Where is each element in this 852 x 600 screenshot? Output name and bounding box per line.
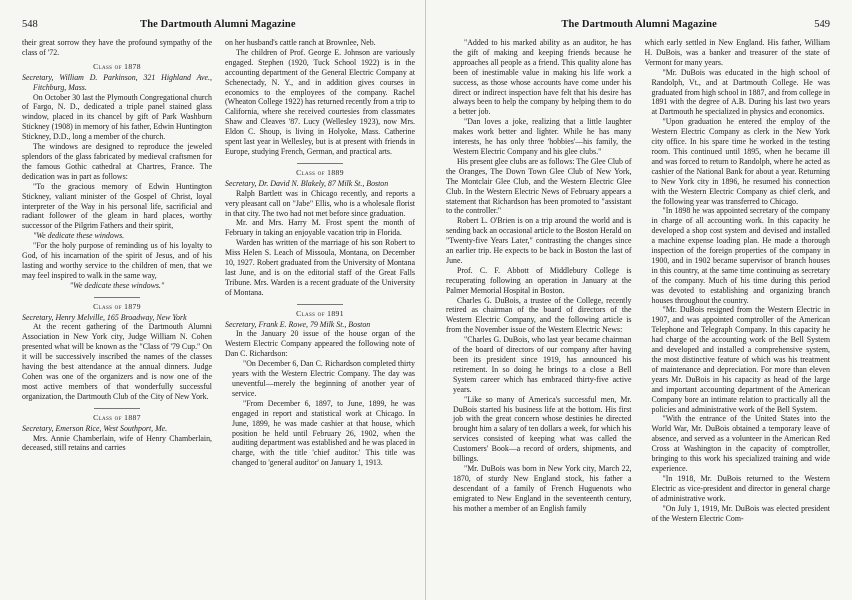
paragraph: Mr. and Mrs. Harry M. Frost spent the month of February in taking an enjoyable vacation trip in Florida.	[225, 218, 415, 238]
paragraph: "From December 6, 1897, to June, 1899, he was engaged in report and statistical work at Chicago. In June, 1899, he was made cashier at that house, which position he held until February 26, 1902, when the auditing department was established and he was placed in charge, with the title 'chief auditor.' This title was changed to 'general auditor' on January 1, 1913.	[232, 398, 415, 468]
paragraph: "Upon graduation he entered the employ of the Western Electric Company as clerk in the New York city office. In his spare time he worked in the testing room. This continued until 1895, when he became ill and was forced to return to Randolph, where he acted as cashier of the National Bank for about a year. Returning to New York city in 1896, he resumed his connection with the Western Electric Company as chief clerk, and the following year was transferred to Chicago.	[651, 117, 830, 206]
paragraph: "To the gracious memory of Edwin Huntington Stickney, valiant minister of the Gospel of Christ, loyal interpreter of the Way in his personal life, sacrificial and radiant follower of the gleam in hard places, worthy successor of the Pilgrim Fathers and their spirit,	[22, 181, 212, 231]
paragraph: Charles G. DuBois, a trustee of the College, recently retired as chairman of the board of directors of the Western Electric Company, and the following article is from the November issue of the Western Electric News:	[446, 295, 632, 335]
class-secretary-line: Secretary, Emerson Rice, West Southport, Me.	[22, 423, 168, 433]
class-heading: Class of 1889	[296, 167, 344, 177]
right-magazine-title: The Dartmouth Alumni Magazine	[561, 19, 717, 30]
paragraph: "Charles G. DuBois, who last year became chairman of the board of directors of our company after having been its president since 1919, has announced his retirement. In so doing he brings to a close a Bell System career which has embraced thirty-five active years.	[453, 335, 632, 394]
paragraph: "Dan loves a joke, realizing that a little laughter makes work better and lighter. While he has many interests, he has only three 'hobbies'—his family, the Western Electric Company and his glee clubs."	[453, 117, 632, 156]
paragraph: "Like so many of America's successful men, Mr. DuBois started his business life at the bottom. His first job with the great concern whose destinies he directed brought him a salary of ten dollars a week, for which his services consisted of keeping what was called the Customers' Book—a record of orders, shipments, and billings.	[453, 394, 632, 464]
paragraph: "Mr. DuBois resigned from the Western Electric in 1907, and was appointed comptroller of the American Telephone and Telegraph Company. In this capacity he had charge of the accounting work of the Bell System and developed and installed a comprehensive system, the most distinctive feature of which was his treatment of maintenance and depreciation. For more than eleven years Mr. DuBois in his capacity as head of the large and important accounting department of the American Company bore an intimate relation to practically all the policies and administrative work of the Bell System.	[651, 305, 830, 414]
paragraph: "Added to his marked ability as an auditor, he has the gift of making and keeping friends because he approaches all people as a friend. This quality alone has been of inestimable value in making his life work a success, as those whose accounts have come under his direct or indirect inspection have felt that his desire has always been to help the company by helping them to do a better job.	[453, 38, 632, 117]
left-column-1	[22, 38, 212, 598]
left-magazine-title: The Dartmouth Alumni Magazine	[140, 19, 296, 30]
paragraph: "Mr. DuBois was educated in the high school of Randolph, Vt., and at Dartmouth College. He was graduated from high school in 1887, and from college in 1891 with the degree of A.B. During his last two years at Dartmouth he specialized in physics and economics.	[651, 67, 830, 117]
paragraph: Warden has written of the marriage of his son Robert to Miss Helen S. Leach of Missoula, Montana, on December 10, 1927. Robert graduated from the University of Montana last June, and is on the editorial staff of the Great Falls Tribune. Mrs. Warden is a recent graduate of the University of Montana.	[225, 238, 415, 297]
left-column-2	[225, 38, 415, 598]
paragraph: "We dedicate these windows.	[33, 231, 125, 241]
paragraph: "On December 6, Dan C. Richardson completed thirty years with the Western Electric Company. The day was uneventful—merely the beginning of another year of service.	[232, 359, 415, 398]
paragraph: "For the holy purpose of reminding us of his loyalty to God, of his incarnation of the spirit of Jesus, and of his lasting and worthy service to the children of men, that we may feel inspired to walk in the same way,	[22, 241, 212, 280]
section-divider	[297, 163, 343, 164]
paragraph: Ralph Bartlett was in Chicago recently, and reports a very pleasant call on "Jabe" Ellis, who is a wholesale florist in that city. The two had not met before since graduation.	[225, 188, 415, 218]
paragraph: Robert L. O'Brien is on a trip around the world and is sending back an occasional article to the Boston Herald on "Twenty-five Years Later," contrasting the changes since an earlier trip. He expects to be back in Boston the last of June.	[446, 216, 632, 265]
section-divider	[297, 304, 343, 305]
paragraph: their great sorrow they have the profound sympathy of the class of '72.	[22, 38, 212, 57]
class-secretary-line: Secretary, Frank E. Rowe, 79 Milk St., Boston	[225, 319, 371, 329]
class-heading: Class of 1879	[93, 301, 141, 311]
left-running-head	[22, 12, 416, 30]
right-page-number: 549	[814, 19, 830, 30]
paragraph: "In 1918, Mr. DuBois returned to the Western Electric as vice-president and director in general charge of administrative work.	[651, 473, 830, 503]
right-column-2	[645, 38, 831, 598]
paragraph: which early settled in New England. His father, William H. DuBois, was a banker and treasurer of the state of Vermont for many years.	[644, 38, 830, 67]
paragraph: on her husband's cattle ranch at Brownlee, Neb.	[225, 38, 376, 47]
paragraph: On October 30 last the Plymouth Congregational church of Fargo, N. D., dedicated a triple panel stained glass window, placed in its chancel by gift of Park Washburn Stickney (1908) in memory of his father, Edwin Huntington Stickney, D.D., long a member of the church.	[22, 92, 212, 142]
class-heading: Class of 1891	[296, 308, 344, 318]
right-column-1	[446, 38, 632, 598]
paragraph: The windows are designed to reproduce the jeweled splendors of the glass fabricated by medieval craftsmen for the famous Gothic cathedral at Chartres, France. The dedication was in part as follows:	[22, 142, 212, 181]
paragraph: "With the entrance of the United States into the World War, Mr. DuBois obtained a temporary leave of absence, and served as a volunteer in the American Red Cross at Washington in the capacity of comptroller, bringing to this work his specialized training and wide experience.	[651, 414, 830, 473]
class-secretary-line: Secretary, Henry Melville, 165 Broadway, New York	[22, 312, 187, 322]
paragraph: Prof. C. F. Abbott of Middlebury College is recuperating following an operation in January at the Palmer Memorial Hospital in Boston.	[446, 265, 632, 295]
class-heading: Class of 1878	[93, 61, 141, 71]
section-divider	[94, 408, 140, 409]
paragraph: At the recent gathering of the Dartmouth Alumni Association in New York city, Judge William N. Cohen presented what will be known as the "Class of '79 Cup." On it will be successively inscribed the names of the classes having the best attendance at the annual dinners. Judge Cohen was one of the organizers and is now one of the most active members of that wonderfully successful organization, the Dartmouth Club of the City of New York.	[22, 322, 212, 401]
class-secretary-line: Secretary, Dr. David N. Blakely, 87 Milk St., Boston	[225, 178, 389, 188]
paragraph: His present glee clubs are as follows: The Glee Club of the Oranges, The Down Town Glee Club of New York, The Montclair Glee Club, and the Western Electric Glee Club. In the Western Electric News of February appears a statement that Richardson has been promoted to "assistant to the controller."	[446, 156, 632, 216]
right-running-head	[446, 12, 830, 30]
paragraph: Mrs. Annie Chamberlain, wife of Henry Chamberlain, deceased, still retains and carries	[22, 433, 212, 453]
paragraph: The children of Prof. George E. Johnson are variously engaged. Stephen (1920, Tuck School 1922) is in the accounting department of the General Electric Company at Schenectady, N. Y., and in addition gives courses in economics to the employees of the company. Rachel (Wheaton College 1922) has returned recently from a trip to California, where she received courtesies from classmates Shaw and Cleaves '87. Lucy (Wellesley 1923), now Mrs. Eldon C. Shoup, is living in Holyoke, Mass. Catherine spent last year in Wellesley, but is at present with friends in Europe, studying French, German, and practical arts.	[225, 47, 415, 156]
class-secretary-line: Secretary, William D. Parkinson, 321 Highland Ave., Fitchburg, Mass.	[22, 72, 212, 92]
right-page	[426, 0, 852, 600]
paragraph: "On July 1, 1919, Mr. DuBois was elected president of the Western Electric Com-	[651, 503, 830, 523]
paragraph: "In 1898 he was appointed secretary of the company in charge of all accounting work. In this capacity he developed a shop cost system and devised and installed a machine expense loading plan. He made a thorough inspection of the foreign properties of the company in 1900, and in 1902 became supervisor of branch houses in this country, at the same time continuing as secretary of the company. Much of his time during this period was devoted to establishing and organizing branch houses throughout the country.	[651, 206, 830, 305]
paragraph: "We dedicate these windows."	[69, 280, 165, 290]
paragraph: In the January 20 issue of the house organ of the Western Electric Company appeared the following note of Dan C. Richardson:	[225, 329, 415, 359]
left-page-number: 548	[22, 19, 38, 30]
section-divider	[94, 297, 140, 298]
paragraph: "Mr. DuBois was born in New York city, March 22, 1870, of sturdy New England stock, his father a descendant of a family of French Huguenots who emigrated to New England in the seventeenth century, his mother a member of an English family	[453, 463, 632, 513]
class-heading: Class of 1887	[93, 412, 141, 422]
